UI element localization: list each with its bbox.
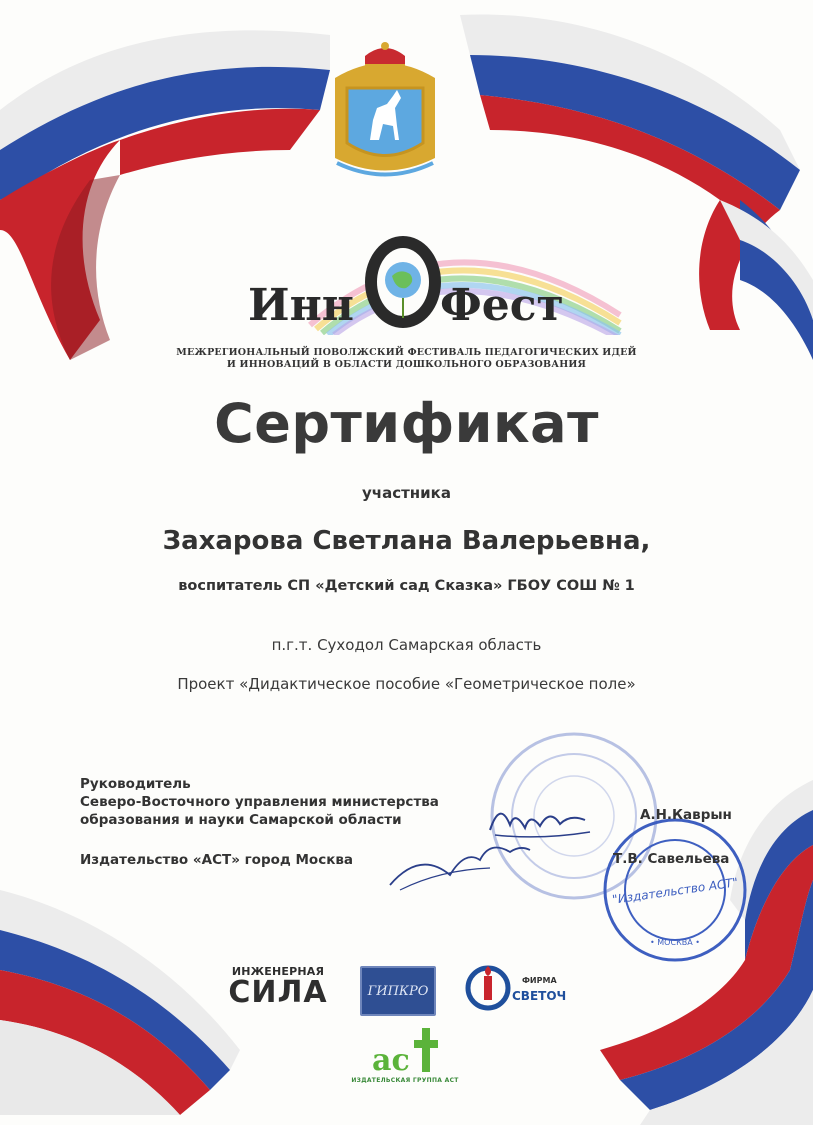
logo-text-left: Инн: [248, 280, 354, 331]
logo-globe-icon: [360, 232, 446, 332]
svetoch-emblem-icon: [464, 962, 514, 1012]
head-title-line-3: образования и науки Самарской области: [80, 812, 402, 828]
recipient-name: Захарова Светлана Валерьевна,: [162, 526, 651, 556]
festival-line-2: И ИННОВАЦИЙ В ОБЛАСТИ ДОШКОЛЬНОГО ОБРАЗОВАНИЯ: [226, 359, 587, 370]
logo-text-right: Фест: [440, 280, 564, 331]
recipient-position: воспитатель СП «Детский сад Сказка» ГБОУ СОШ № 1: [178, 578, 635, 594]
coat-of-arms-icon: [325, 38, 445, 186]
festival-line-1: МЕЖРЕГИОНАЛЬНЫЙ ПОВОЛЖСКИЙ ФЕСТИВАЛЬ ПЕДАГОГИЧЕСКИХ ИДЕЙ: [176, 347, 637, 358]
svg-text:aс: aс: [372, 1043, 410, 1077]
sponsor-engineering-small: ИНЖЕНЕРНАЯ: [231, 965, 325, 978]
ast-caption: ИЗДАТЕЛЬСКАЯ ГРУППА АСТ: [351, 1077, 459, 1084]
sponsor-svetoch-logo: [464, 962, 604, 1012]
publisher-stamp: [600, 815, 750, 965]
head-title-line-1: Руководитель: [80, 776, 191, 792]
certificate-subtitle: участника: [362, 484, 451, 502]
head-signatory-block: [80, 775, 439, 829]
sponsor-gipkro-text: ГИПКРО: [367, 983, 429, 999]
project-title: Проект «Дидактическое пособие «Геометрическое поле»: [177, 675, 636, 693]
head-title-line-2: Северо-Восточного управления министерства: [80, 794, 439, 810]
ast-emblem-icon: [370, 1022, 440, 1077]
publisher-signatory-name: Т.В. Савельева: [613, 851, 730, 867]
festival-description: [0, 347, 813, 371]
certificate-title: Сертификат: [214, 392, 599, 455]
sponsor-engineering-force-logo: [228, 965, 328, 1008]
svetoch-firm-label: ФИРМА: [522, 976, 557, 985]
svetoch-name: СВЕТОЧ: [512, 989, 567, 1003]
sponsor-ast-logo: [330, 1022, 480, 1090]
head-signatory-name: А.Н.Каврын: [640, 807, 732, 823]
stamp-center-text: "Издательство АСТ": [611, 875, 739, 907]
sponsor-engineering-big: СИЛА: [228, 975, 328, 1010]
sponsor-gipkro-logo: [360, 966, 436, 1016]
publisher-label: Издательство «АСТ» город Москва: [80, 852, 354, 868]
stamp-bottom-text: • МОСКВА •: [650, 938, 700, 947]
recipient-place: п.г.т. Суходол Самарская область: [271, 636, 542, 654]
